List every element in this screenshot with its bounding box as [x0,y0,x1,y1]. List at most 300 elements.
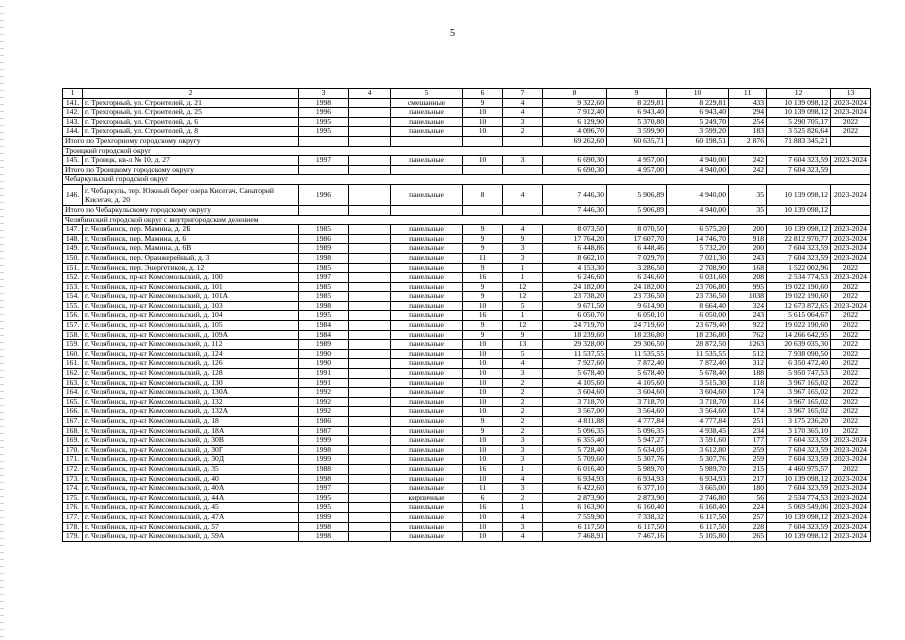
entrances-cell: 2 [503,378,543,388]
row-number-cell: 177. [63,512,83,522]
year-cell: 1991 [299,378,349,388]
residents-cell: 114 [729,397,767,407]
area-cell: 6 934,93 [667,474,729,484]
residents-cell: 254 [729,117,767,127]
floors-cell: 10 [463,301,503,311]
area-cell: 5 096,35 [543,426,607,436]
area-cell: 18 239,60 [543,330,607,340]
residents-cell: 234 [729,426,767,436]
area-cell: 5 249,70 [667,117,729,127]
address-cell: г. Челябинск, пр-кт Комсомольский, д. 109А [83,330,299,340]
section-heading-row [63,146,871,156]
section-heading: Чебаркульский городской округ [63,175,871,185]
year-cell: 1998 [299,532,349,542]
area-cell: 6 016,40 [543,464,607,474]
residents-cell: 174 [729,388,767,398]
wall-material-cell: панельные [391,512,463,522]
area-cell: 8 070,50 [607,225,667,235]
row-number-cell: 147. [63,225,83,235]
row-number-cell: 153. [63,282,83,292]
row-number-cell: 175. [63,493,83,503]
empty-cell [831,136,871,146]
table-body [63,89,871,542]
area-cell: 4 153,30 [543,263,607,273]
area-cell: 7 446,30 [543,184,607,205]
floors-cell: 9 [463,426,503,436]
wall-material-cell: панельные [391,263,463,273]
floors-cell: 10 [463,340,503,350]
table-row [63,445,871,455]
floors-cell: 9 [463,244,503,254]
table-row [63,292,871,302]
period-cell: 2022 [831,397,871,407]
period-cell: 2022 [831,282,871,292]
address-cell: г. Челябинск, пр-кт Комсомольский, д. 59А [83,532,299,542]
residents-cell: 251 [729,417,767,427]
floors-cell: 10 [463,359,503,369]
empty-cell [391,136,463,146]
period-cell: 2023-2024 [831,436,871,446]
address-cell: г. Чебаркуль, тер. Южный берег озера Кисегач, Санаторий Кисегач, д. 20 [83,184,299,205]
entrances-cell: 4 [503,474,543,484]
year-cell: 1984 [299,330,349,340]
year-cell: 1998 [299,98,349,108]
cost-cell: 3 170 365,10 [767,426,831,436]
column-4-cell [349,156,391,166]
wall-material-cell: панельные [391,253,463,263]
area-cell: 5 709,60 [543,455,607,465]
table-row [63,301,871,311]
floors-cell: 10 [463,108,503,118]
column-4-cell [349,407,391,417]
year-cell: 1985 [299,263,349,273]
subtotal-label: Итого по Троицкому городскому округу [63,165,299,175]
table-row [63,369,871,379]
subtotal-row [63,165,871,175]
area-cell: 6 934,93 [543,474,607,484]
area-cell: 9 671,50 [543,301,607,311]
table-row [63,98,871,108]
area-cell: 8 662,10 [543,253,607,263]
table-row [63,532,871,542]
row-number-cell: 161. [63,359,83,369]
cost-cell: 1 522 002,96 [767,263,831,273]
year-cell: 1999 [299,512,349,522]
area-cell: 5 728,40 [543,445,607,455]
period-cell: 2023-2024 [831,244,871,254]
header-cell: 9 [607,89,667,99]
area-cell: 3 286,50 [607,263,667,273]
row-number-cell: 143. [63,117,83,127]
column-4-cell [349,301,391,311]
year-cell: 1984 [299,321,349,331]
year-cell: 1998 [299,474,349,484]
entrances-cell: 3 [503,436,543,446]
area-cell: 4 777,84 [667,417,729,427]
year-cell: 1985 [299,225,349,235]
cost-cell: 2 534 774,53 [767,493,831,503]
floors-cell: 10 [463,445,503,455]
area-cell: 29 328,00 [543,340,607,350]
period-cell: 2023-2024 [831,503,871,513]
total-area-cell: 4 940,00 [667,205,729,215]
wall-material-cell: панельные [391,225,463,235]
area-cell: 4 096,70 [543,127,607,137]
period-cell: 2023-2024 [831,493,871,503]
row-number-cell: 148. [63,234,83,244]
entrances-cell: 5 [503,349,543,359]
area-cell: 3 599,90 [607,127,667,137]
table-row [63,426,871,436]
floors-cell: 9 [463,263,503,273]
area-cell: 5 678,40 [543,369,607,379]
row-number-cell: 163. [63,378,83,388]
year-cell: 1992 [299,407,349,417]
column-4-cell [349,321,391,331]
floors-cell: 10 [463,436,503,446]
entrances-cell: 4 [503,184,543,205]
entrances-cell: 3 [503,522,543,532]
entrances-cell: 2 [503,407,543,417]
wall-material-cell: панельные [391,397,463,407]
table-row [63,455,871,465]
wall-material-cell: панельные [391,503,463,513]
area-cell: 6 163,90 [543,503,607,513]
year-cell: 1995 [299,117,349,127]
area-cell: 24 182,00 [543,282,607,292]
cost-cell: 10 139 098,12 [767,512,831,522]
total-area-cell: 60 635,71 [607,136,667,146]
cost-cell: 3 967 165,02 [767,407,831,417]
year-cell: 1986 [299,417,349,427]
area-cell: 24 182,00 [607,282,667,292]
area-cell: 5 307,76 [667,455,729,465]
column-4-cell [349,378,391,388]
row-number-cell: 174. [63,484,83,494]
total-residents-cell: 242 [729,165,767,175]
wall-material-cell: панельные [391,436,463,446]
area-cell: 4 105,60 [607,378,667,388]
floors-cell: 10 [463,407,503,417]
floors-cell: 9 [463,234,503,244]
residents-cell: 188 [729,369,767,379]
entrances-cell: 2 [503,127,543,137]
address-cell: г. Челябинск, пр-кт Комсомольский, д. 45 [83,503,299,513]
wall-material-cell: кирпичные [391,493,463,503]
area-cell: 5 634,05 [607,445,667,455]
table-row [63,156,871,166]
floors-cell: 11 [463,484,503,494]
cost-cell: 10 139 098,12 [767,98,831,108]
period-cell: 2022 [831,127,871,137]
column-4-cell [349,426,391,436]
address-cell: г. Челябинск, пр-кт Комсомольский, д. 30В [83,436,299,446]
year-cell: 1995 [299,311,349,321]
table-row [63,340,871,350]
wall-material-cell: панельные [391,108,463,118]
area-cell: 6 377,10 [607,484,667,494]
column-4-cell [349,225,391,235]
period-cell: 2022 [831,117,871,127]
year-cell: 1995 [299,493,349,503]
table-row [63,349,871,359]
table-row [63,484,871,494]
area-cell: 11 537,55 [543,349,607,359]
period-cell: 2022 [831,417,871,427]
address-cell: г. Трехгорный, ул. Строителей, д. 21 [83,98,299,108]
area-cell: 17 607,70 [607,234,667,244]
cost-cell: 14 266 642,95 [767,330,831,340]
area-cell: 9 614,90 [607,301,667,311]
table-row [63,321,871,331]
area-cell: 7 467,16 [607,532,667,542]
area-cell: 29 306,50 [607,340,667,350]
table-row [63,464,871,474]
period-cell: 2023-2024 [831,512,871,522]
table-row [63,282,871,292]
column-4-cell [349,349,391,359]
wall-material-cell: панельные [391,532,463,542]
year-cell: 1985 [299,282,349,292]
row-number-cell: 155. [63,301,83,311]
floors-cell: 9 [463,98,503,108]
residents-cell: 56 [729,493,767,503]
wall-material-cell: панельные [391,301,463,311]
row-number-cell: 158. [63,330,83,340]
column-4-cell [349,445,391,455]
cost-cell: 7 604 323,59 [767,522,831,532]
row-number-cell: 178. [63,522,83,532]
entrances-cell: 3 [503,484,543,494]
wall-material-cell: панельные [391,369,463,379]
row-number-cell: 149. [63,244,83,254]
area-cell: 6 355,40 [543,436,607,446]
floors-cell: 10 [463,156,503,166]
table-row [63,253,871,263]
year-cell: 1992 [299,388,349,398]
residents-cell: 242 [729,156,767,166]
cost-cell: 10 139 098,12 [767,108,831,118]
year-cell: 1996 [299,108,349,118]
year-cell: 1997 [299,273,349,283]
area-cell: 3 567,00 [543,407,607,417]
row-number-cell: 157. [63,321,83,331]
row-number-cell: 159. [63,340,83,350]
wall-material-cell: панельные [391,359,463,369]
cost-cell: 12 673 872,65 [767,301,831,311]
address-cell: г. Челябинск, пр-кт Комсомольский, д. 57 [83,522,299,532]
address-cell: г. Трехгорный, ул. Строителей, д. 8 [83,127,299,137]
area-cell: 6 117,50 [667,522,729,532]
area-cell: 5 678,40 [667,369,729,379]
wall-material-cell: панельные [391,426,463,436]
period-cell: 2022 [831,464,871,474]
area-cell: 18 236,80 [607,330,667,340]
empty-cell [299,165,349,175]
area-cell: 23 679,40 [667,321,729,331]
address-cell: г. Челябинск, пр-кт Комсомольский, д. 44А [83,493,299,503]
area-cell: 3 665,00 [667,484,729,494]
address-cell: г. Челябинск, пр-кт Комсомольский, д. 100 [83,273,299,283]
wall-material-cell: панельные [391,292,463,302]
column-4-cell [349,464,391,474]
entrances-cell: 3 [503,156,543,166]
cost-cell: 10 139 098,12 [767,225,831,235]
floors-cell: 11 [463,253,503,263]
scan-edge-marks [0,0,4,640]
empty-cell [299,205,349,215]
entrances-cell: 2 [503,493,543,503]
area-cell: 3 604,60 [543,388,607,398]
area-cell: 6 031,60 [667,273,729,283]
column-4-cell [349,244,391,254]
total-area-cell: 69 262,60 [543,136,607,146]
residents-cell: 995 [729,282,767,292]
area-cell: 23 738,20 [543,292,607,302]
area-cell: 5 732,20 [667,244,729,254]
residents-cell: 257 [729,512,767,522]
address-cell: г. Челябинск, пр-кт Комсомольский, д. 124 [83,349,299,359]
address-cell: г. Челябинск, пр-кт Комсомольский, д. 30Д [83,455,299,465]
wall-material-cell: панельные [391,464,463,474]
address-cell: г. Челябинск, пр-кт Комсомольский, д. 105 [83,321,299,331]
empty-cell [503,205,543,215]
column-4-cell [349,522,391,532]
address-cell: г. Челябинск, пр-кт Комсомольский, д. 130 [83,378,299,388]
year-cell: 1989 [299,244,349,254]
row-number-cell: 141. [63,98,83,108]
row-number-cell: 142. [63,108,83,118]
residents-cell: 118 [729,378,767,388]
total-area-cell: 7 446,30 [543,205,607,215]
wall-material-cell: панельные [391,311,463,321]
empty-cell [349,165,391,175]
period-cell: 2022 [831,369,871,379]
table-row [63,512,871,522]
address-cell: г. Трехгорный, ул. Строителей, д. 6 [83,117,299,127]
floors-cell: 10 [463,349,503,359]
area-cell: 3 604,60 [667,388,729,398]
column-4-cell [349,127,391,137]
residents-cell: 177 [729,436,767,446]
floors-cell: 16 [463,503,503,513]
header-cell: 10 [667,89,729,99]
subtotal-row [63,136,871,146]
total-area-cell: 6 690,30 [543,165,607,175]
empty-cell [463,165,503,175]
area-cell: 6 934,93 [607,474,667,484]
wall-material-cell: панельные [391,407,463,417]
cost-cell: 7 604 323,59 [767,436,831,446]
period-cell: 2022 [831,330,871,340]
column-4-cell [349,117,391,127]
area-cell: 3 564,60 [607,407,667,417]
period-cell: 2022 [831,349,871,359]
table-row [63,225,871,235]
wall-material-cell: панельные [391,184,463,205]
area-cell: 5 307,76 [607,455,667,465]
entrances-cell: 5 [503,301,543,311]
period-cell: 2022 [831,407,871,417]
total-area-cell: 4 940,00 [667,165,729,175]
column-4-cell [349,340,391,350]
empty-cell [831,205,871,215]
table-row [63,184,871,205]
residents-cell: 265 [729,532,767,542]
address-cell: г. Челябинск, пр-кт Комсомольский, д. 30Г [83,445,299,455]
area-cell: 11 535,55 [667,349,729,359]
header-cell: 13 [831,89,871,99]
cost-cell: 22 812 970,77 [767,234,831,244]
cost-cell: 5 069 549,06 [767,503,831,513]
row-number-cell: 160. [63,349,83,359]
table-row [63,436,871,446]
table-row [63,493,871,503]
table-row [63,263,871,273]
residents-cell: 433 [729,98,767,108]
area-cell: 8 073,50 [543,225,607,235]
residents-cell: 243 [729,253,767,263]
wall-material-cell: панельные [391,127,463,137]
table-row [63,417,871,427]
period-cell: 2022 [831,311,871,321]
header-cell: 6 [463,89,503,99]
year-cell: 1998 [299,522,349,532]
year-cell: 1991 [299,369,349,379]
header-cell: 3 [299,89,349,99]
empty-cell [463,205,503,215]
residents-cell: 183 [729,127,767,137]
table-row [63,522,871,532]
year-cell: 1995 [299,503,349,513]
area-cell: 24 719,70 [543,321,607,331]
row-number-cell: 170. [63,445,83,455]
row-number-cell: 151. [63,263,83,273]
page-number: 5 [450,28,455,39]
column-4-cell [349,263,391,273]
empty-cell [349,205,391,215]
period-cell: 2023-2024 [831,273,871,283]
wall-material-cell: панельные [391,455,463,465]
total-area-cell: 60 198,51 [667,136,729,146]
period-cell: 2022 [831,378,871,388]
area-cell: 4 940,00 [667,184,729,205]
residents-cell: 1263 [729,340,767,350]
column-numbers-row [63,89,871,99]
area-cell: 23 736,50 [607,292,667,302]
empty-cell [503,136,543,146]
cost-cell: 19 022 190,60 [767,282,831,292]
column-4-cell [349,234,391,244]
period-cell: 2023-2024 [831,156,871,166]
area-cell: 5 105,80 [667,532,729,542]
cost-cell: 19 022 190,60 [767,292,831,302]
entrances-cell: 1 [503,503,543,513]
row-number-cell: 154. [63,292,83,302]
area-cell: 7 872,40 [667,359,729,369]
housing-register-table [62,88,871,542]
empty-cell [349,136,391,146]
area-cell: 6 448,46 [607,244,667,254]
column-4-cell [349,98,391,108]
row-number-cell: 164. [63,388,83,398]
area-cell: 2 746,80 [667,493,729,503]
area-cell: 6 160,40 [607,503,667,513]
entrances-cell: 3 [503,244,543,254]
wall-material-cell: панельные [391,388,463,398]
header-cell: 1 [63,89,83,99]
entrances-cell: 3 [503,455,543,465]
